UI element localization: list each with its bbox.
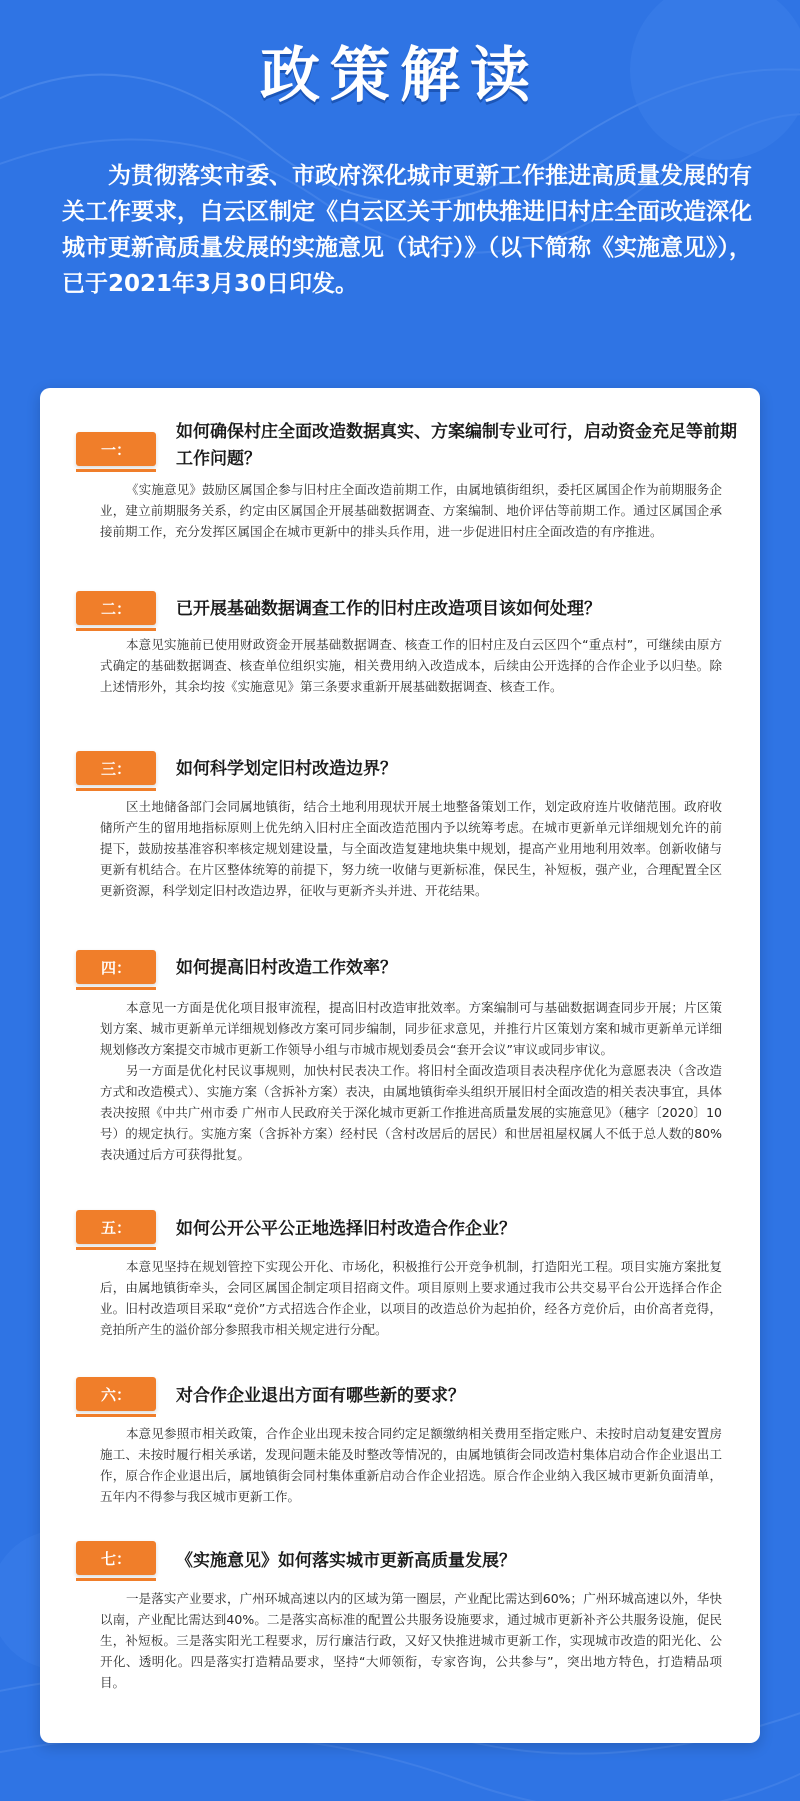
section-7-paragraph-1: 一是落实产业要求，广州环城高速以内的区域为第一圈层，产业配比需达到60%；广州环城高速以外，华快以南，产业配比需达到40%。二是落实高标准的配置公共服务设施要求，通过城市更新补齐公共服务设施，促民生，补短板。三是落实阳光工程要求，厉行廉洁行政，又好又快推进城市更新工作，实现城市改造的阳光化、公开化、透明化。四是落实打造精品要求，坚持“大师领衔，专家咨询，公共参与”，突出地方特色，打造精品项目。	[100, 1591, 722, 1690]
section-6-badge-underline	[76, 1414, 156, 1417]
page-title: 政策解读	[260, 41, 540, 111]
content-card	[40, 388, 760, 1743]
section-5-question: 如何公开公平公正地选择旧村改造合作企业？	[176, 1219, 516, 1239]
section-6-badge: 六：	[76, 1377, 156, 1411]
intro-paragraph: 为贯彻落实市委、市政府深化城市更新工作推进高质量发展的有关工作要求，白云区制定《白云区关于加快推进旧村庄全面改造深化城市更新高质量发展的实施意见（试行）》（以下简称《实施意见》），已于2021年3月30日印发。	[62, 163, 752, 297]
section-2-question: 已开展基础数据调查工作的旧村庄改造项目该如何处理？	[176, 599, 601, 619]
section-6-paragraph-1: 本意见参照市相关政策，合作企业出现未按合同约定足额缴纳相关费用至指定账户、未按时启动复建安置房施工、未按时履行相关承诺，发现问题未能及时整改等情况的，由属地镇街会同改造村集体启动合作企业退出工作，原合作企业退出后，属地镇街会同村集体重新启动合作企业招选。原合作企业纳入我区城市更新负面清单，五年内不得参与我区城市更新工作。	[100, 1426, 722, 1504]
section-5-badge: 五：	[76, 1210, 156, 1244]
section-2-body	[100, 634, 722, 697]
section-4-badge-underline	[76, 987, 156, 990]
section-3-badge-underline	[76, 788, 156, 791]
section-1-badge: 一：	[76, 432, 156, 466]
section-1-body	[100, 479, 722, 542]
section-1-question: 如何确保村庄全面改造数据真实、方案编制专业可行，启动资金充足等前期工作问题？	[176, 422, 737, 469]
section-3-badge: 三：	[76, 751, 156, 785]
section-1-paragraph-1: 《实施意见》鼓励区属国企参与旧村庄全面改造前期工作，由属地镇街组织，委托区属国企作为前期服务企业，建立前期服务关系，约定由区属国企开展基础数据调查、方案编制、地价评估等前期工作。通过区属国企承接前期工作，充分发挥区属国企在城市更新中的排头兵作用，进一步促进旧村庄全面改造的有序推进。	[100, 482, 722, 539]
section-4-paragraph-1: 本意见一方面是优化项目报审流程，提高旧村改造审批效率。方案编制可与基础数据调查同步开展；片区策划方案、城市更新单元详细规划修改方案可同步编制，同步征求意见，并推行片区策划方案和城市更新单元详细规划修改方案提交市城市更新工作领导小组与市城市规划委员会“套开会议”审议或同步审议。	[100, 1000, 722, 1057]
section-3-paragraph-1: 区土地储备部门会同属地镇街，结合土地利用现状开展土地整备策划工作，划定政府连片收储范围。政府收储所产生的留用地指标原则上优先纳入旧村庄全面改造范围内予以统筹考虑。在城市更新单元详细规划允许的前提下，鼓励按基准容积率核定规划建设量，与全面改造复建地块集中规划，提高产业用地利用效率。创新收储与更新有机结合。在片区整体统筹的前提下，努力统一收储与更新标准，保民生，补短板，强产业，合理配置全区更新资源，科学划定旧村改造边界，征收与更新齐头并进、开花结果。	[100, 799, 722, 898]
section-7-badge-underline	[76, 1578, 156, 1581]
section-2-badge-underline	[76, 628, 156, 631]
section-4-question: 如何提高旧村改造工作效率？	[176, 958, 397, 978]
section-7-badge: 七：	[76, 1541, 156, 1575]
section-5-paragraph-1: 本意见坚持在规划管控下实现公开化、市场化，积极推行公开竞争机制，打造阳光工程。项目实施方案批复后，由属地镇街牵头，会同区属国企制定项目招商文件。项目原则上要求通过我市公共交易平台公开选择合作企业。旧村改造项目采取“竞价”方式招选合作企业，以项目的改造总价为起拍价，经各方竞价后，由价高者竞得，竞拍所产生的溢价部分参照我市相关规定进行分配。	[100, 1259, 722, 1337]
section-5-badge-underline	[76, 1247, 156, 1250]
section-1-badge-underline	[76, 469, 156, 472]
section-7-body	[100, 1588, 722, 1693]
section-4-badge: 四：	[76, 950, 156, 984]
section-6-body	[100, 1423, 722, 1507]
section-7-question: 《实施意见》如何落实城市更新高质量发展？	[176, 1551, 516, 1571]
section-3-body	[100, 796, 722, 901]
section-6-question: 对合作企业退出方面有哪些新的要求？	[176, 1386, 465, 1406]
section-3-question: 如何科学划定旧村改造边界？	[176, 759, 397, 779]
section-4-paragraph-2: 另一方面是优化村民议事规则，加快村民表决工作。将旧村全面改造项目表决程序优化为意愿表决（含改造方式和改造模式）、实施方案（含拆补方案）表决，由属地镇街牵头组织开展旧村全面改造的相关表决事宜，具体表决按照《中共广州市委 广州市人民政府关于深化城市更新工作推进高质量发展的实施意见》（穗字〔2020〕10号）的规定执行。实施方案（含拆补方案）经村民（含村改居后的居民）和世居祖屋权属人不低于总人数的80%表决通过后方可获得批复。	[100, 1063, 722, 1162]
section-2-paragraph-1: 本意见实施前已使用财政资金开展基础数据调查、核查工作的旧村庄及白云区四个“重点村”，可继续由原方式确定的基础数据调查、核查单位组织实施，相关费用纳入改造成本，后续由公开选择的合作企业予以归垫。除上述情形外，其余均按《实施意见》第三条要求重新开展基础数据调查、核查工作。	[100, 637, 722, 694]
section-4-body	[100, 997, 722, 1165]
section-5-body	[100, 1256, 722, 1340]
section-2-badge: 二：	[76, 591, 156, 625]
